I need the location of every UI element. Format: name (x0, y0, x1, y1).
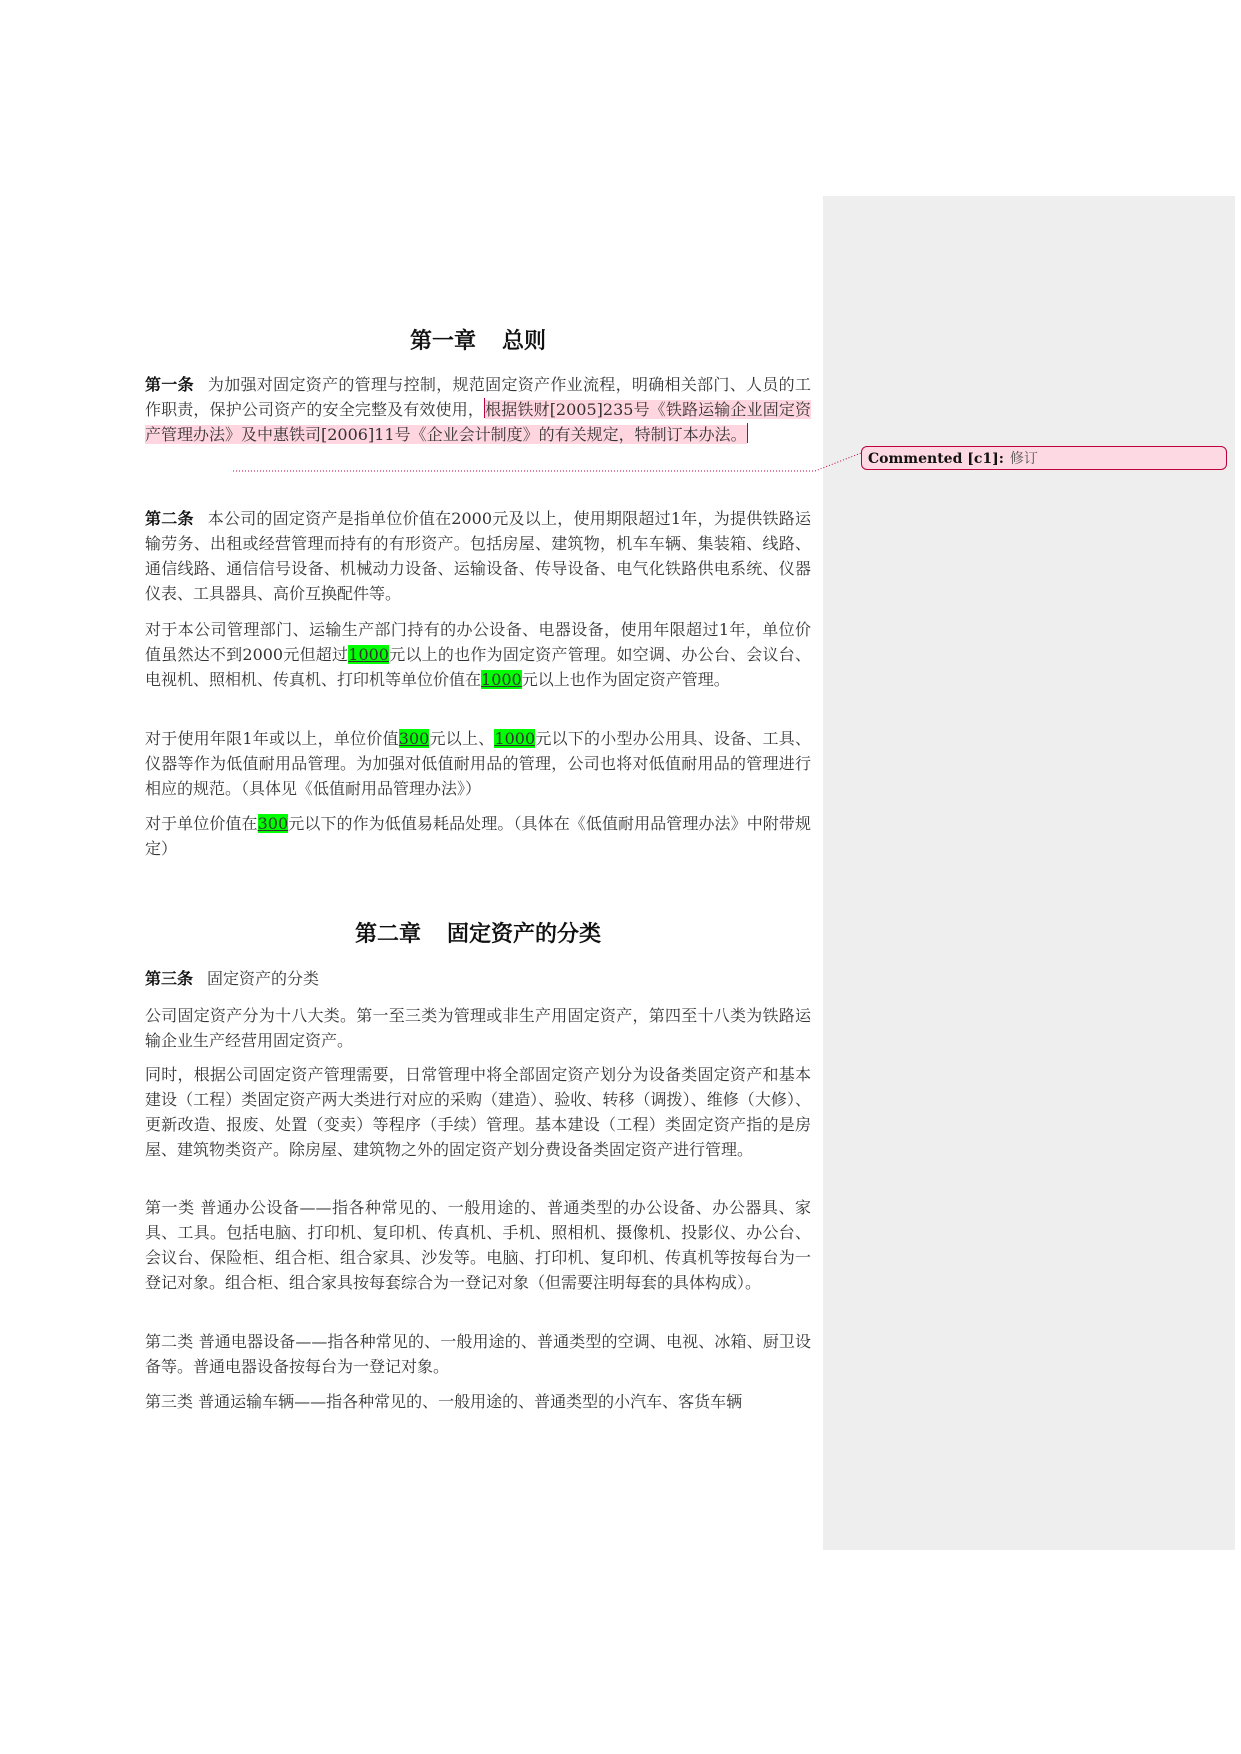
article-2-label: 第二条 (145, 509, 194, 528)
text-segment: 对于使用年限1年或以上，单位价值 (145, 729, 399, 748)
text-segment: 对于本公司管理部门、运输生产部门持有的办公设备、电器设备，使用年限超过1年，单位价值虽然达不到2000元但超过 (145, 620, 811, 664)
comment-text: 修订 (1009, 451, 1038, 467)
comment-author: Commented [c1]: (868, 451, 1004, 467)
comment-balloon[interactable] (861, 446, 1227, 470)
article-2-text: 本公司的固定资产是指单位价值在2000元及以上，使用期限超过1年，为提供铁路运输劳务、出租或经营管理而持有的有形资产。包括房屋、建筑物，机车车辆、集装箱、线路、通信线路、通信信号设备、机械动力设备、运输设备、传导设备、电气化铁路供电系统、仪器仪表、工具器具、高价互换配件等。 (145, 509, 811, 603)
paragraph-low-value-durables (145, 726, 811, 801)
text-segment: 元以上也作为固定资产管理。 (521, 670, 730, 689)
revision-end-marker (747, 423, 748, 443)
article-2 (145, 506, 811, 606)
article-3 (145, 966, 811, 991)
chapter-1-heading (145, 324, 811, 355)
chapter-1-number: 第一章 (409, 329, 476, 354)
article-1-text: 为加强对固定资产的管理与控制，规范固定资产作业流程，明确相关部门、人员的工作职责，保护公司资产的安全完整及有效使用， (145, 375, 811, 419)
text-segment: 元以下的作为低值易耗品处理。（具体在《低值耐用品管理办法》中附带规定） (145, 814, 811, 858)
chapter-2-heading (145, 917, 811, 948)
highlight-300: 300 (257, 814, 289, 833)
paragraph-office-equipment (145, 617, 811, 692)
text-segment: 元以上的也作为固定资产管理。如空调、办公台、会议台、电视机、照相机、传真机、打印机等单位价值在 (145, 645, 811, 689)
paragraph-asset-management: 同时，根据公司固定资产管理需要，日常管理中将全部固定资产划分为设备类固定资产和基本建设（工程）类固定资产两大类进行对应的采购（建造）、验收、转移（调拨）、维修（大修）、更新改造、报废、处置（变卖）等程序（手续）管理。基本建设（工程）类固定资产指的是房屋、建筑物类资产。除房屋、建筑物之外的固定资产划分费设备类固定资产进行管理。 (145, 1065, 811, 1159)
highlight-1000: 1000 (348, 645, 389, 664)
article-3-text: 固定资产的分类 (207, 969, 320, 988)
chapter-2-title: 固定资产的分类 (447, 922, 602, 947)
paragraph-asset-classes: 公司固定资产分为十八大类。第一至三类为管理或非生产用固定资产，第四至十八类为铁路运输企业生产经营用固定资产。 (145, 1006, 811, 1050)
text-segment: 对于单位价值在 (145, 814, 258, 833)
chapter-2-number: 第二章 (354, 922, 421, 947)
highlight-1000: 1000 (481, 670, 522, 689)
article-1 (145, 372, 811, 447)
article-1-revised-text[interactable]: 根据铁财[2005]235号《铁路运输企业固定资产管理办法》及中惠铁司[2006]11号《企业会计制度》的有关规定，特制订本办法。 (145, 400, 811, 444)
highlight-300: 300 (398, 729, 430, 748)
paragraph-class-2: 第二类 普通电器设备——指各种常见的、一般用途的、普通类型的空调、电视、冰箱、厨卫设备等。普通电器设备按每台为一登记对象。 (145, 1332, 811, 1376)
article-3-label: 第三条 (145, 969, 194, 988)
paragraph-consumables (145, 811, 811, 861)
highlight-1000: 1000 (494, 729, 536, 748)
chapter-1-title: 总则 (502, 329, 547, 354)
paragraph-class-1: 第一类 普通办公设备——指各种常见的、一般用途的、普通类型的办公设备、办公器具、家具、工具。包括电脑、打印机、复印机、传真机、手机、照相机、摄像机、投影仪、办公台、会议台、保险柜、组合柜、组合家具、沙发等。电脑、打印机、复印机、传真机等按每台为一登记对象。组合柜、组合家具按每套综合为一登记对象（但需要注明每套的具体构成）。 (145, 1198, 811, 1292)
article-1-label: 第一条 (145, 375, 194, 394)
paragraph-class-3: 第三类 普通运输车辆——指各种常见的、一般用途的、普通类型的小汽车、客货车辆 (145, 1392, 743, 1411)
text-segment: 元以上、 (429, 729, 495, 748)
text-segment: 元以下的小型办公用具、设备、工具、仪器等作为低值耐用品管理。为加强对低值耐用品的管理，公司也将对低值耐用品的管理进行相应的规范。（具体见《低值耐用品管理办法》） (145, 729, 811, 798)
